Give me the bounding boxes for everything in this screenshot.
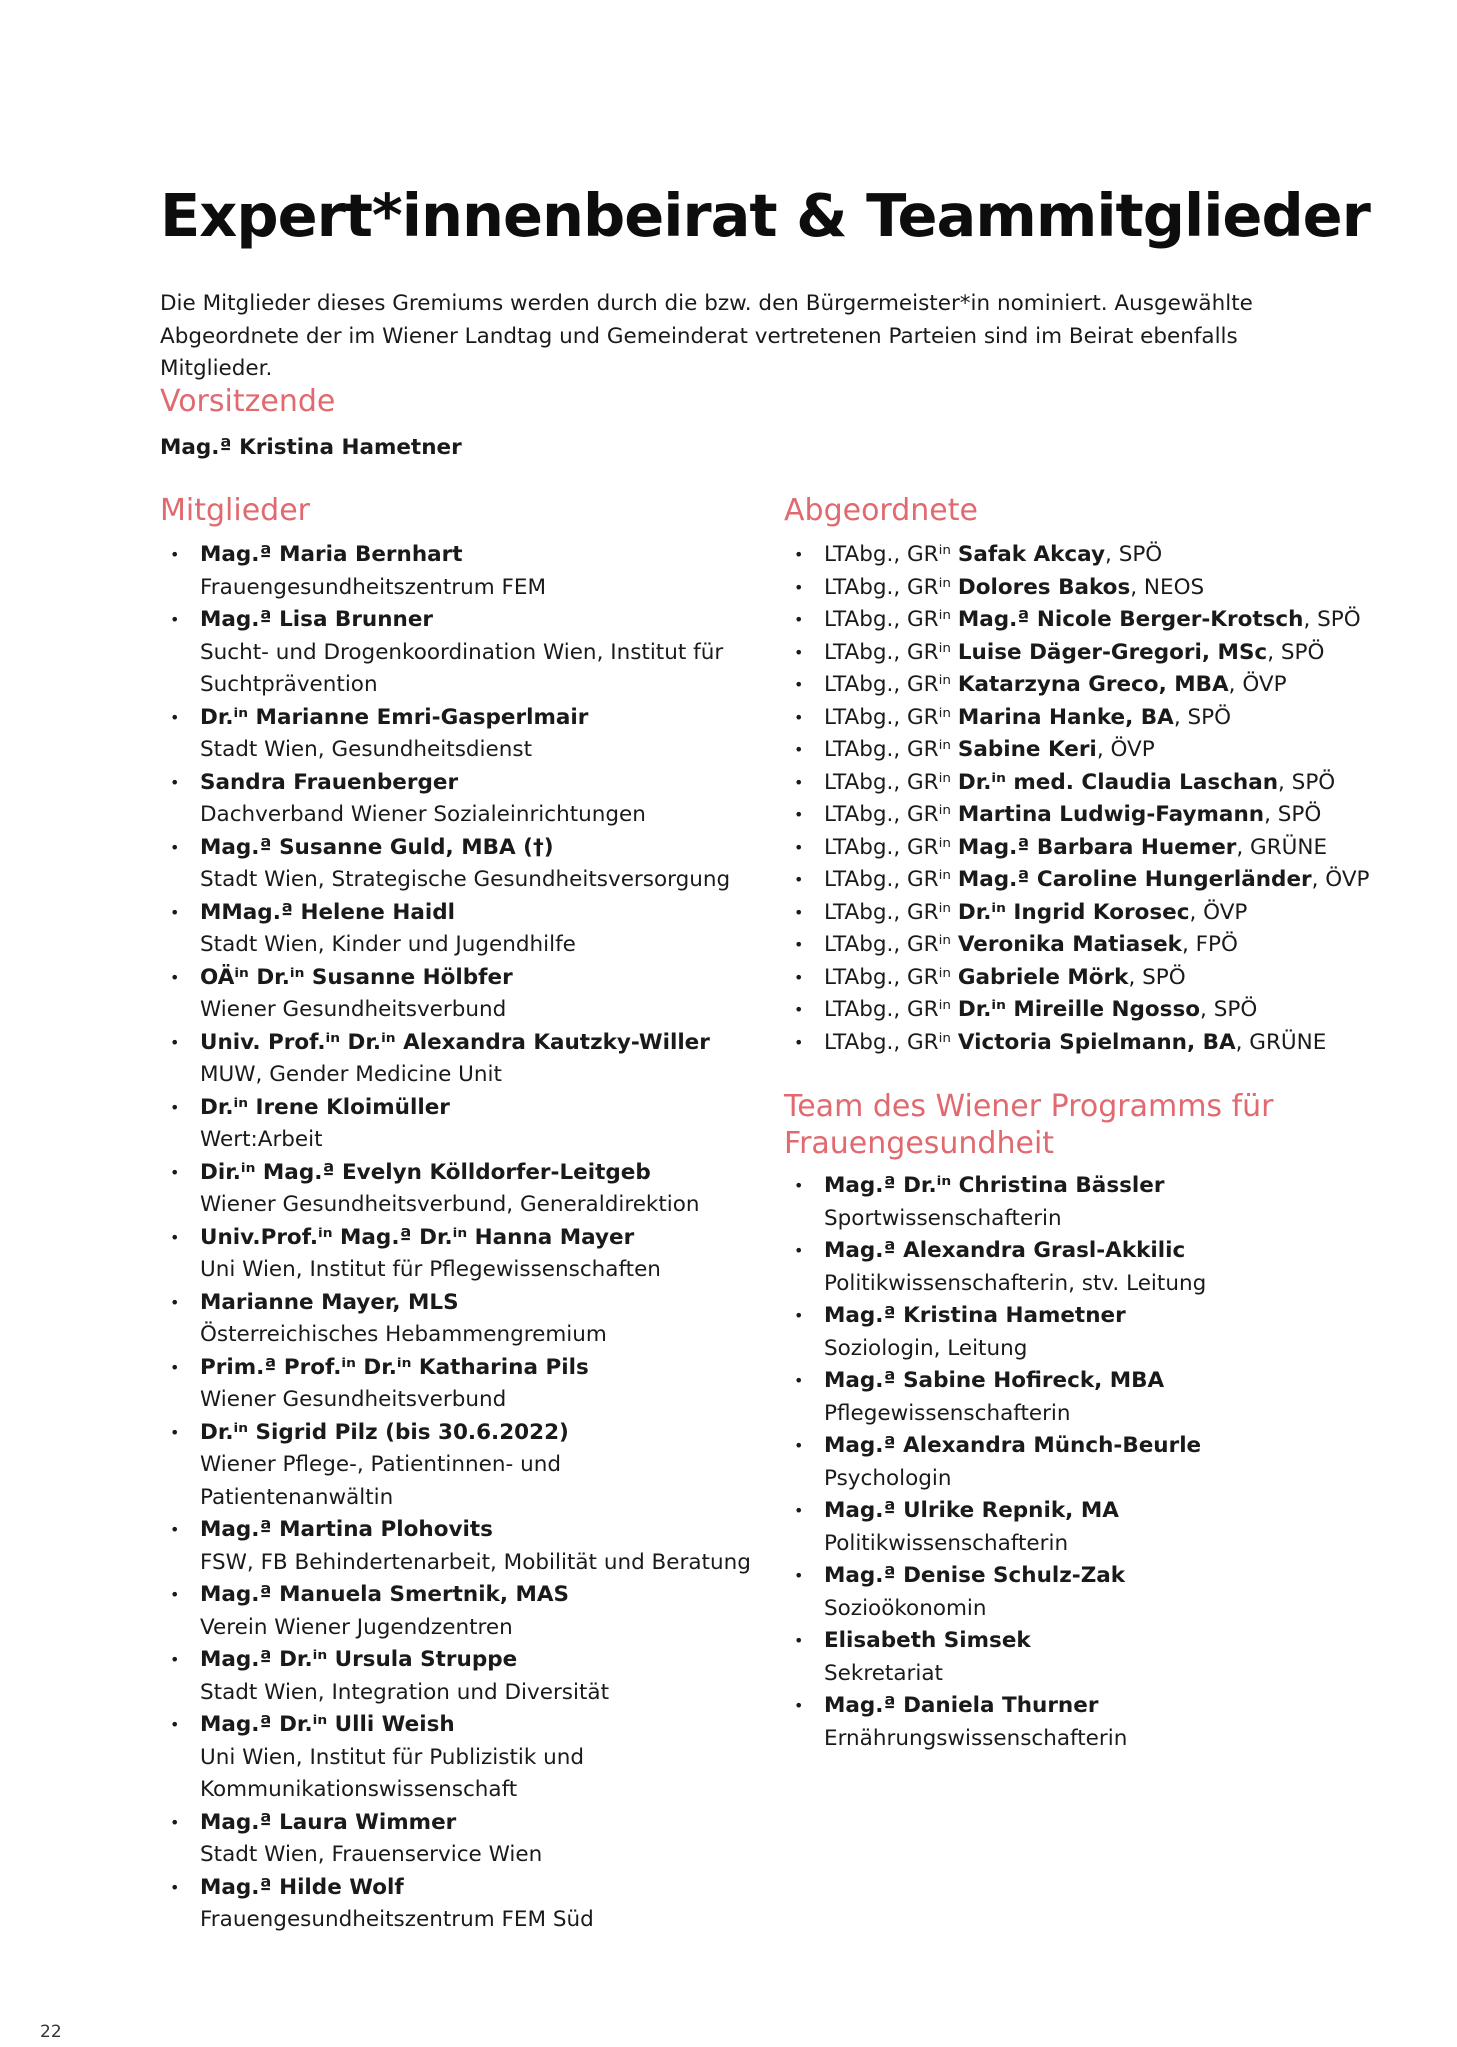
member-item (160, 1807, 760, 1872)
member-item (160, 539, 760, 604)
member-organisation: Uni Wien, Institut für Publizistik und Kommunikationswissenschaft (200, 1744, 585, 1802)
delegate-title: LTAbg., GRⁱⁿ (824, 964, 958, 990)
member-organisation: Stadt Wien, Frauenservice Wien (200, 1842, 543, 1867)
team-member-role: Politikwissenschafterin, stv. Leitung (824, 1270, 1207, 1296)
delegate-title: LTAbg., GRⁱⁿ (824, 867, 958, 892)
section-title-vorsitzende: Vorsitzende (160, 384, 336, 419)
member-item (160, 1417, 760, 1515)
team-item (784, 1625, 1344, 1690)
member-name: • Prim.ª Prof.ⁱⁿ Dr.ⁱⁿ Katharina Pils (200, 1354, 589, 1380)
delegate-item (784, 637, 1344, 670)
team-member-name: • Mag.ª Ulrike Repnik, MA (824, 1498, 1119, 1523)
member-item (160, 702, 760, 767)
delegate-item (784, 929, 1344, 962)
member-organisation: Wiener Gesundheitsverbund (200, 997, 507, 1022)
member-organisation: Frauengesundheitszentrum FEM (200, 574, 547, 600)
member-organisation: Stadt Wien, Kinder und Jugendhilfe (200, 932, 576, 957)
delegate-name: Katarzyna Greco, MBA (957, 672, 1229, 697)
delegate-title: LTAbg., GRⁱⁿ (824, 1029, 958, 1055)
delegate-party: , ÖVP (1311, 867, 1370, 892)
delegate-name: Dolores Bakos (957, 574, 1131, 600)
delegate-party: , ÖVP (1228, 672, 1287, 697)
delegate-item (784, 734, 1344, 767)
member-item (160, 1352, 760, 1417)
member-organisation: Stadt Wien, Integration und Diversität (200, 1679, 610, 1705)
delegate-name: Safak Akcay (957, 542, 1106, 567)
delegate-title: LTAbg., GRⁱⁿ (824, 607, 958, 632)
delegate-title: LTAbg., GRⁱⁿ (824, 997, 958, 1022)
delegate-party: , SPÖ (1278, 769, 1336, 795)
delegate-title: LTAbg., GRⁱⁿ (824, 542, 958, 567)
member-item (160, 1222, 760, 1287)
section-title-team: Team des Wiener Programms für Frauengesundheit (784, 1089, 1274, 1161)
member-item (160, 1287, 760, 1352)
delegate-item (784, 702, 1344, 735)
delegate-item (784, 572, 1344, 605)
delegate-title: LTAbg., GRⁱⁿ (824, 899, 958, 925)
delegate-item (784, 604, 1361, 637)
delegate-item (784, 994, 1344, 1027)
team-item (784, 1235, 1344, 1300)
delegate-name: Victoria Spielmann, BA (957, 1029, 1236, 1055)
team-member-name: • Mag.ª Kristina Hametner (824, 1303, 1126, 1328)
member-name: • Mag.ª Laura Wimmer (200, 1809, 457, 1835)
member-name: • MMag.ª Helene Haidl (200, 899, 455, 925)
delegate-item (784, 669, 1344, 702)
delegate-item (784, 539, 1344, 572)
delegate-party: , NEOS (1130, 574, 1205, 600)
team-member-role: Ernährungswissenschafterin (824, 1725, 1128, 1751)
member-item (160, 1092, 760, 1157)
section-title-abgeordnete: Abgeordnete (784, 493, 978, 528)
member-organisation: FSW, FB Behindertenarbeit, Mobilität und Beratung (200, 1549, 751, 1575)
delegate-title: LTAbg., GRⁱⁿ (824, 639, 958, 665)
member-name: • Mag.ª Lisa Brunner (200, 607, 434, 632)
member-organisation: Wert:Arbeit (200, 1127, 323, 1152)
member-organisation: Österreichisches Hebammengremium (200, 1322, 607, 1347)
member-organisation: MUW, Gender Medicine Unit (200, 1062, 502, 1087)
delegate-party: , SPÖ (1264, 802, 1322, 827)
team-item (784, 1560, 1344, 1625)
member-item (160, 1709, 760, 1807)
team-member-name: • Mag.ª Alexandra Münch-Beurle (824, 1433, 1202, 1458)
delegate-party: , GRÜNE (1235, 1029, 1327, 1055)
delegate-name: Sabine Keri (957, 737, 1097, 762)
team-item (784, 1495, 1344, 1560)
member-item (160, 1027, 760, 1092)
delegate-name: Gabriele Mörk (957, 964, 1129, 990)
team-member-role: Soziologin, Leitung (824, 1335, 1028, 1361)
team-member-role: Sozioökonomin (824, 1595, 987, 1621)
member-name: • Mag.ª Hilde Wolf (200, 1874, 404, 1900)
delegate-party: , ÖVP (1189, 899, 1248, 925)
page-number: 22 (40, 2022, 62, 2042)
team-member-name: • Mag.ª Sabine Hofireck, MBA (824, 1368, 1165, 1393)
mitglieder-list (160, 539, 760, 1937)
delegate-title: LTAbg., GRⁱⁿ (824, 802, 958, 827)
team-item (784, 1365, 1344, 1430)
delegate-title: LTAbg., GRⁱⁿ (824, 672, 958, 697)
member-item (160, 1514, 760, 1579)
member-item (160, 832, 760, 897)
member-item (160, 962, 760, 1027)
abgeordnete-list (784, 539, 1370, 1059)
team-member-role: Psychologin (824, 1465, 952, 1491)
delegate-item (784, 832, 1344, 865)
team-member-role: Politikwissenschafterin (824, 1530, 1069, 1556)
delegate-party: , FPÖ (1181, 932, 1238, 957)
delegate-title: LTAbg., GRⁱⁿ (824, 769, 958, 795)
member-organisation: Sucht- und Drogenkoordination Wien, Institut für Suchtprävention (200, 639, 724, 697)
member-organisation: Stadt Wien, Strategische Gesundheitsversorgung (200, 867, 731, 892)
delegate-item (784, 1027, 1344, 1060)
delegate-party: , SPÖ (1173, 704, 1232, 730)
member-name: • Univ.Prof.ⁱⁿ Mag.ª Dr.ⁱⁿ Hanna Mayer (200, 1224, 635, 1250)
member-item (160, 1579, 760, 1644)
member-organisation: Wiener Pflege-, Patientinnen- und Patientenanwältin (200, 1452, 561, 1510)
delegate-party: , SPÖ (1105, 542, 1163, 567)
delegate-name: Mag.ª Barbara Huemer (957, 834, 1237, 860)
team-member-name: • Mag.ª Daniela Thurner (824, 1693, 1099, 1718)
member-name: • Dr.ⁱⁿ Marianne Emri-Gasperlmair (200, 704, 589, 730)
member-item (160, 604, 760, 702)
delegate-party: , SPÖ (1267, 639, 1325, 665)
member-name: • Dr.ⁱⁿ Sigrid Pilz (bis 30.6.2022) (200, 1419, 569, 1445)
member-item (160, 1644, 760, 1709)
delegate-title: LTAbg., GRⁱⁿ (824, 932, 958, 957)
delegate-party: , SPÖ (1303, 607, 1361, 632)
chair-name: Mag.ª Kristina Hametner (160, 435, 462, 460)
delegate-item (784, 799, 1344, 832)
delegate-name: Dr.ⁱⁿ Ingrid Korosec (957, 899, 1190, 925)
section-title-mitglieder: Mitglieder (160, 493, 310, 528)
member-item (160, 1872, 760, 1937)
team-item (784, 1690, 1344, 1755)
member-name: • Mag.ª Manuela Smertnik, MAS (200, 1582, 570, 1607)
team-member-name: • Elisabeth Simsek (824, 1628, 1031, 1653)
team-member-role: Sekretariat (824, 1660, 943, 1686)
team-item (784, 1300, 1344, 1365)
member-name: • Mag.ª Martina Plohovits (200, 1517, 493, 1542)
member-item (160, 1157, 760, 1222)
team-item (784, 1430, 1344, 1495)
member-organisation: Dachverband Wiener Sozialeinrichtungen (200, 802, 646, 827)
team-list (784, 1170, 1344, 1755)
page-title: Expert*innenbeirat & Teammitglieder (160, 181, 1370, 250)
delegate-name: Martina Ludwig-Faymann (957, 802, 1265, 827)
delegate-party: , SPÖ (1128, 964, 1186, 990)
delegate-party: , SPÖ (1200, 997, 1258, 1022)
member-name: • Mag.ª Susanne Guld, MBA (†) (200, 834, 554, 860)
member-name: • Mag.ª Dr.ⁱⁿ Ursula Struppe (200, 1647, 518, 1672)
delegate-name: Marina Hanke, BA (957, 704, 1174, 730)
delegate-name: Luise Däger-Gregori, MSc (957, 639, 1268, 665)
delegate-name: Dr.ⁱⁿ Mireille Ngosso (957, 997, 1201, 1022)
delegate-item (784, 864, 1370, 897)
member-organisation: Wiener Gesundheitsverbund (200, 1387, 507, 1412)
delegate-item (784, 897, 1344, 930)
team-member-name: • Mag.ª Alexandra Grasl-Akkilic (824, 1238, 1186, 1263)
intro-paragraph: Die Mitglieder dieses Gremiums werden durch die bzw. den Bürgermeister*in nominiert. Ausgewählte Abgeordnete der im Wiener Landtag und Gemeinderat vertretenen Parteien sind im Beirat ebenfalls Mitglieder. (160, 291, 1253, 381)
delegate-name: Veronika Matiasek (957, 932, 1182, 957)
member-name: • OÄⁱⁿ Dr.ⁱⁿ Susanne Hölbfer (200, 964, 513, 990)
delegate-title: LTAbg., GRⁱⁿ (824, 834, 958, 860)
team-item (784, 1170, 1344, 1235)
delegate-party: , ÖVP (1096, 737, 1155, 762)
member-organisation: Verein Wiener Jugendzentren (200, 1614, 513, 1640)
delegate-name: Mag.ª Caroline Hungerländer (957, 867, 1312, 892)
member-organisation: Uni Wien, Institut für Pflegewissenschaften (200, 1257, 661, 1282)
delegate-item (784, 767, 1344, 800)
team-member-role: Pflegewissenschafterin (824, 1400, 1071, 1426)
member-name: • Dir.ⁱⁿ Mag.ª Evelyn Kölldorfer-Leitgeb (200, 1159, 651, 1185)
delegate-title: LTAbg., GRⁱⁿ (824, 574, 958, 600)
team-member-name: • Mag.ª Dr.ⁱⁿ Christina Bässler (824, 1173, 1165, 1198)
member-name: • Mag.ª Dr.ⁱⁿ Ulli Weish (200, 1712, 455, 1737)
team-member-role: Sportwissenschafterin (824, 1205, 1062, 1231)
member-organisation: Frauengesundheitszentrum FEM Süd (200, 1907, 594, 1932)
team-member-name: • Mag.ª Denise Schulz-Zak (824, 1563, 1126, 1588)
delegate-item (784, 962, 1344, 995)
member-name: • Dr.ⁱⁿ Irene Kloimüller (200, 1094, 450, 1120)
member-organisation: Wiener Gesundheitsverbund, Generaldirektion (200, 1192, 700, 1217)
member-item (160, 767, 760, 832)
delegate-title: LTAbg., GRⁱⁿ (824, 737, 958, 762)
member-name: • Marianne Mayer, MLS (200, 1289, 459, 1315)
member-item (160, 897, 760, 962)
member-organisation: Stadt Wien, Gesundheitsdienst (200, 737, 533, 762)
delegate-name: Dr.ⁱⁿ med. Claudia Laschan (957, 769, 1279, 795)
delegate-title: LTAbg., GRⁱⁿ (824, 704, 958, 730)
delegate-name: Mag.ª Nicole Berger-Krotsch (957, 607, 1304, 632)
member-name: • Sandra Frauenberger (200, 769, 459, 795)
delegate-party: , GRÜNE (1236, 834, 1328, 860)
member-name: • Univ. Prof.ⁱⁿ Dr.ⁱⁿ Alexandra Kautzky-Willer (200, 1029, 710, 1055)
member-name: • Mag.ª Maria Bernhart (200, 542, 463, 567)
